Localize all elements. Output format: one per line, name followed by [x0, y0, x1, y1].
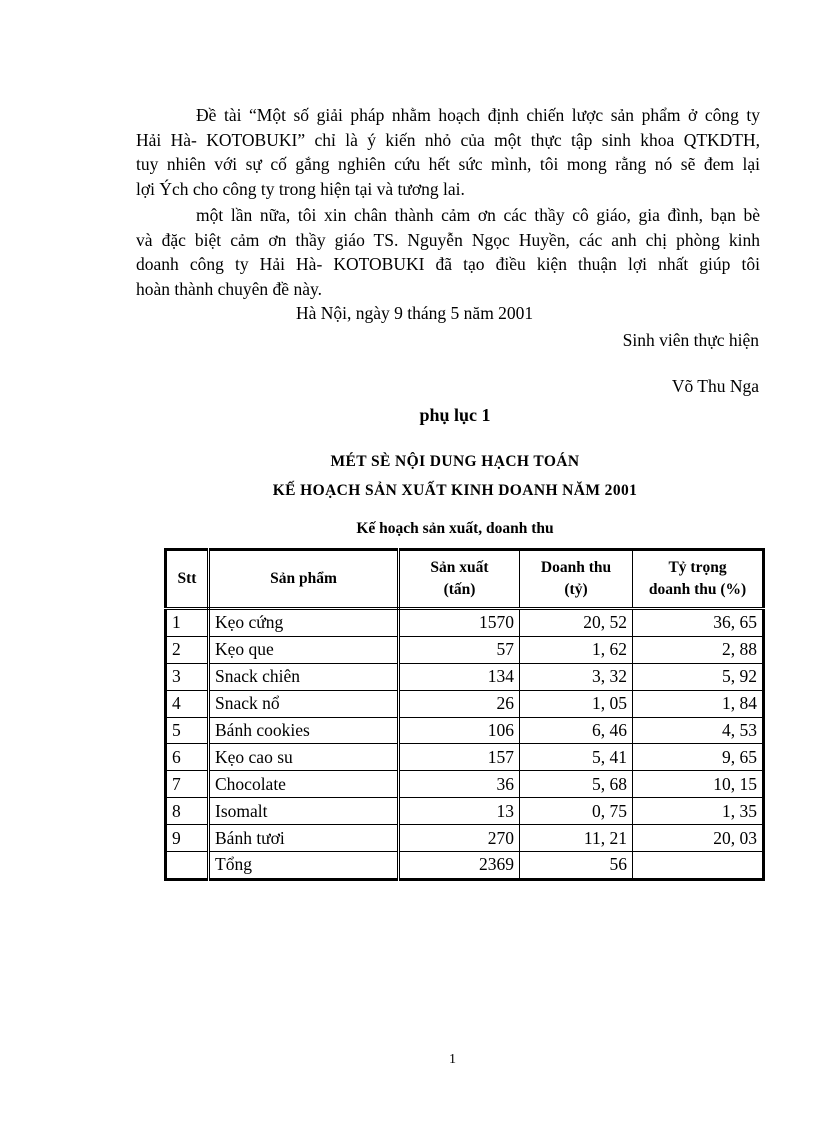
table-subtitle: Kế hoạch sản xuất, doanh thu: [356, 520, 554, 537]
header-revenue-line-2: (tỷ): [564, 581, 588, 598]
cell-revenue: 5, 41: [520, 744, 633, 771]
cell-revenue: 0, 75: [520, 798, 633, 825]
header-product: Sản phẩm: [209, 550, 399, 609]
cell-share: 9, 65: [633, 744, 764, 771]
appendix-heading: phụ lục 1: [419, 405, 491, 425]
cell-share: 10, 15: [633, 771, 764, 798]
table-row: [166, 825, 764, 852]
cell-revenue: 1, 62: [520, 636, 633, 663]
cell-product: Bánh tươi: [209, 825, 399, 852]
cell-production: 157: [399, 744, 520, 771]
cell-stt: 3: [166, 663, 209, 690]
text-line: Đề tài “Một số giải pháp nhằm hoạch định chiến lược sản phẩm ở công ty: [196, 105, 760, 125]
production-revenue-table: [164, 548, 765, 881]
table-row: [166, 690, 764, 717]
cell-revenue: 6, 46: [520, 717, 633, 744]
cell-stt: 2: [166, 636, 209, 663]
text-line: lợi Ých cho công ty trong hiện tại và tương lai.: [136, 178, 465, 199]
table-row: [166, 744, 764, 771]
cell-share: 2, 88: [633, 636, 764, 663]
closing-paragraph-1: [136, 103, 760, 201]
cell-production: 106: [399, 717, 520, 744]
cell-share: [633, 852, 764, 880]
header-stt: Stt: [166, 550, 209, 609]
text-line: tuy nhiên với sự cố gắng nghiên cứu hết sức mình, tôi mong rằng nó sẽ đem lại: [136, 154, 760, 174]
cell-product: Kẹo que: [209, 636, 399, 663]
text-line: và đặc biệt cảm ơn thầy giáo TS. Nguyễn Ngọc Huyền, các anh chị phòng kinh: [136, 229, 760, 250]
header-share-line-2: doanh thu (%): [648, 581, 747, 598]
text-line: doanh công ty Hải Hà- KOTOBUKI đã tạo điều kiện thuận lợi nhất giúp tôi: [136, 254, 760, 274]
cell-revenue: 56: [520, 852, 633, 880]
header-production-line-2: (tấn): [443, 581, 476, 598]
cell-share: 36, 65: [633, 609, 764, 637]
cell-stt: 8: [166, 798, 209, 825]
cell-product: Isomalt: [209, 798, 399, 825]
cell-product: Kẹo cao su: [209, 744, 399, 771]
cell-share: 20, 03: [633, 825, 764, 852]
cell-product: Snack chiên: [209, 663, 399, 690]
cell-revenue: 11, 21: [520, 825, 633, 852]
cell-revenue: 3, 32: [520, 663, 633, 690]
cell-share: 5, 92: [633, 663, 764, 690]
cell-stt: 5: [166, 717, 209, 744]
table-row: [166, 609, 764, 637]
table-row: [166, 636, 764, 663]
cell-revenue: 1, 05: [520, 690, 633, 717]
cell-production: 36: [399, 771, 520, 798]
header-share: [633, 550, 764, 609]
cell-stt: 4: [166, 690, 209, 717]
cell-share: 1, 35: [633, 798, 764, 825]
cell-revenue: 5, 68: [520, 771, 633, 798]
cell-production: 13: [399, 798, 520, 825]
cell-production: 134: [399, 663, 520, 690]
header-production-line-1: Sản xuất: [430, 559, 489, 576]
cell-production: 1570: [399, 609, 520, 637]
cell-product: Tổng: [209, 852, 399, 880]
cell-share: 1, 84: [633, 690, 764, 717]
signer-name: Võ Thu Nga: [671, 376, 759, 396]
cell-stt: 6: [166, 744, 209, 771]
header-production: [399, 550, 520, 609]
cell-stt: 1: [166, 609, 209, 637]
closing-paragraph-2: [136, 203, 760, 301]
table-row: [166, 717, 764, 744]
header-revenue-line-1: Doanh thu: [540, 559, 612, 576]
cell-product: Chocolate: [209, 771, 399, 798]
cell-product: Snack nổ: [209, 690, 399, 717]
appendix-title-line-1: MÉT SÈ NỘI DUNG HẠCH TOÁN: [330, 453, 580, 470]
cell-production: 57: [399, 636, 520, 663]
cell-revenue: 20, 52: [520, 609, 633, 637]
table-row: [166, 771, 764, 798]
cell-product: Bánh cookies: [209, 717, 399, 744]
cell-product: Kẹo cứng: [209, 609, 399, 637]
cell-stt: 9: [166, 825, 209, 852]
appendix-title-line-2: KẾ HOẠCH SẢN XUẤT KINH DOANH NĂM 2001: [272, 482, 638, 499]
place-date: Hà Nội, ngày 9 tháng 5 năm 2001: [296, 303, 534, 323]
text-line: Hải Hà- KOTOBUKI” chỉ là ý kiến nhỏ của một thực tập sinh khoa QTKDTH,: [136, 129, 760, 150]
text-line: hoàn thành chuyên đề này.: [136, 278, 322, 299]
table-header-row: [166, 550, 764, 609]
page-number: 1: [449, 1052, 456, 1067]
cell-production: 270: [399, 825, 520, 852]
signer-role: Sinh viên thực hiện: [622, 330, 759, 350]
cell-production: 2369: [399, 852, 520, 880]
cell-stt: 7: [166, 771, 209, 798]
table-row: [166, 663, 764, 690]
cell-production: 26: [399, 690, 520, 717]
header-share-line-1: Tỷ trọng: [668, 559, 727, 576]
cell-stt: [166, 852, 209, 880]
header-revenue: [520, 550, 633, 609]
cell-share: 4, 53: [633, 717, 764, 744]
table-row: [166, 798, 764, 825]
text-line: một lần nữa, tôi xin chân thành cảm ơn các thầy cô giáo, gia đình, bạn bè: [196, 205, 760, 225]
table-total-row: [166, 852, 764, 880]
